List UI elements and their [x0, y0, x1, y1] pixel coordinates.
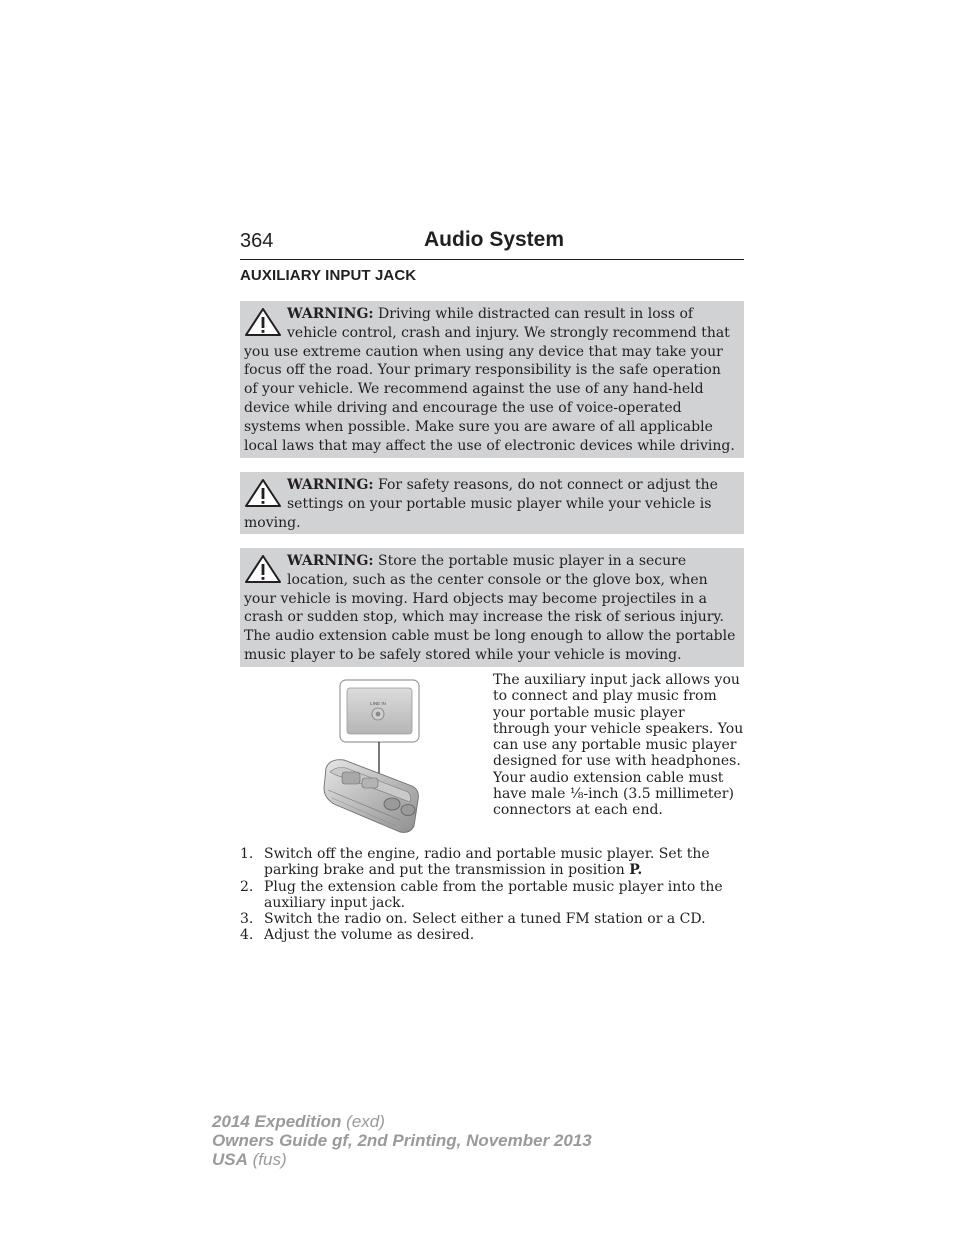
- footer-market: USA: [212, 1150, 248, 1169]
- step-number: 1.: [240, 846, 254, 862]
- warning-box: [240, 472, 744, 534]
- warning-text: Store the portable music player in a secure location, such as the center console or the glove box, when your vehicle is moving. Hard objects may become projectiles in a crash or sudden stop, which may increase the risk of serious injury. The audio extension cable must be long enough to allow the portable music player to be safely stored while your vehicle is moving.: [244, 553, 736, 663]
- footer-line: [212, 1131, 592, 1150]
- warning-text: For safety reasons, do not connect or adjust the settings on your portable music player while your vehicle is moving.: [244, 477, 718, 531]
- list-item: [240, 911, 744, 927]
- step-text: Plug the extension cable from the portable music player into the auxiliary input jack.: [264, 878, 723, 911]
- footer-line: [212, 1150, 592, 1169]
- step-text: Adjust the volume as desired.: [264, 927, 475, 944]
- footer-line: [212, 1112, 592, 1131]
- warning-text: Driving while distracted can result in loss of vehicle control, crash and injury. We strongly recommend that you use extreme caution when using any device that may take your focus off the road. Your primary responsibility is the safe operation of your vehicle. We recommend against the use of any hand-held device while driving and encourage the use of voice-operated systems when possible. Make sure you are aware of all applicable local laws that may affect the use of electronic devices while driving.: [244, 306, 735, 454]
- page-title: Audio System: [424, 228, 565, 251]
- warning-label: WARNING:: [287, 306, 374, 322]
- step-number: 3.: [240, 911, 254, 928]
- step-text: Switch off the engine, radio and portable music player. Set the parking brake and put the transmission in position: [264, 846, 710, 879]
- footer-guide: Owners Guide gf, 2nd Printing, November 2013: [212, 1131, 592, 1150]
- step-number: 4.: [240, 927, 254, 944]
- warning-label: WARNING:: [287, 553, 374, 569]
- warning-box: [240, 301, 744, 458]
- step-bold: P.: [629, 862, 643, 879]
- warning-box: [240, 548, 744, 667]
- list-item: [240, 879, 744, 912]
- warning-triangle-icon: [244, 478, 282, 508]
- warning-label: WARNING:: [287, 477, 374, 493]
- warning-triangle-icon: [244, 554, 282, 584]
- page-number: 364: [240, 230, 274, 252]
- jack-label: LINE IN: [370, 701, 386, 706]
- list-item: [240, 846, 744, 879]
- step-number: 2.: [240, 878, 254, 895]
- footer-model: 2014 Expedition: [212, 1112, 342, 1131]
- footer-model-code: (exd): [341, 1112, 385, 1131]
- warning-triangle-icon: [244, 307, 282, 337]
- list-item: [240, 927, 744, 943]
- aux-jack-illustration: [316, 676, 446, 836]
- footer-market-code: (fus): [247, 1150, 287, 1169]
- step-text: Switch the radio on. Select either a tuned FM station or a CD.: [264, 911, 706, 928]
- page-header: [240, 228, 744, 260]
- section-heading: AUXILIARY INPUT JACK: [240, 267, 417, 284]
- instruction-list: [240, 846, 744, 944]
- intro-paragraph: The auxiliary input jack allows you to connect and play music from your portable music player through your vehicle speakers. You can use any portable music player designed for use with headphones. Your audio extension cable must have male ⅛-inch (3.5 millimeter) connectors at each end.: [493, 672, 744, 819]
- page-footer: [212, 1112, 592, 1169]
